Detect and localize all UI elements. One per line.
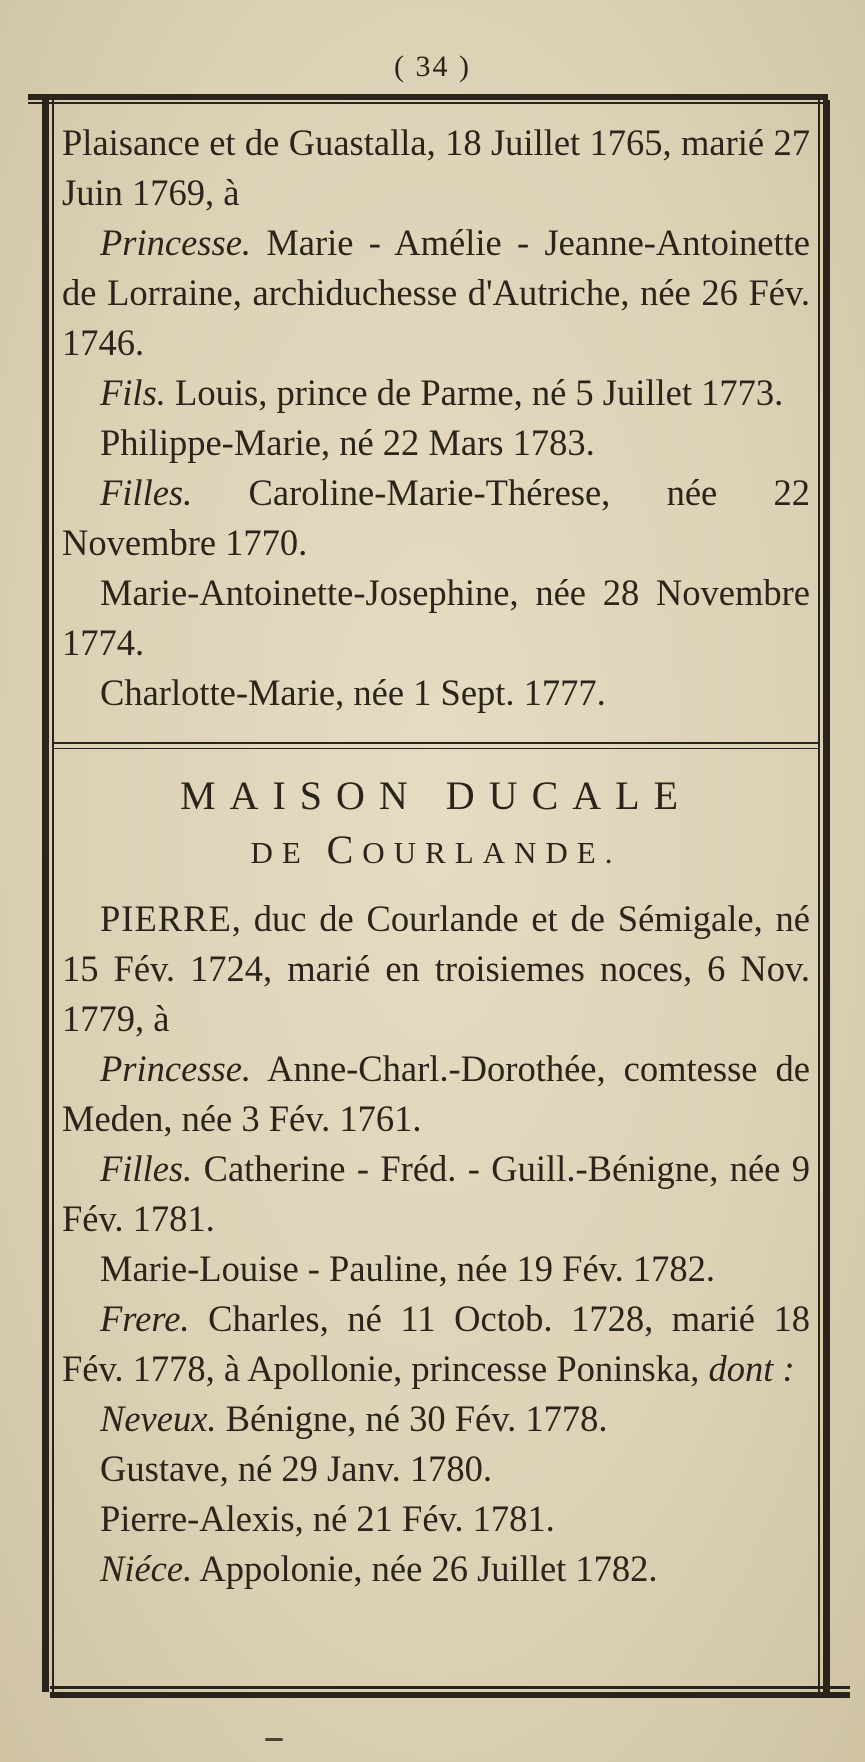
entry-princesse — [62, 218, 810, 368]
entry-pierre — [62, 894, 810, 1044]
entry-text — [62, 568, 810, 668]
entry-text-segment: Gustave, né 29 Janv. 1780. — [100, 1448, 492, 1489]
entry-text-segment: Caroline-Marie-Thérese, née 22 Novembre 1770. — [62, 472, 810, 563]
entry-niece — [62, 1544, 810, 1594]
subtitle-rest: OURLANDE. — [362, 835, 622, 870]
ink-mark — [265, 1738, 283, 1741]
entry-text-segment: Appolonie, née 26 Juillet 1782. — [192, 1548, 658, 1589]
page-number: ( 34 ) — [394, 50, 471, 83]
entry-filles — [62, 1144, 810, 1244]
entry-text — [62, 1244, 810, 1294]
right-border-rule — [818, 100, 830, 1692]
entry-label: Niéce. — [100, 1548, 193, 1589]
entry-label: Princesse. — [100, 1048, 252, 1089]
entry-label: dont : — [708, 1348, 795, 1389]
entry-text — [62, 1494, 810, 1544]
entry-text-segment: Plaisance et de Guastalla, 18 Juillet 1765, marié 27 Juin 1769, à — [62, 122, 810, 213]
entry-text-segment: Pierre-Alexis, né 21 Fév. 1781. — [100, 1498, 555, 1539]
entry-fils — [62, 368, 810, 418]
section-title: MAISON DUCALE — [180, 773, 692, 818]
entry-text-segment: Marie - Amélie - Jeanne-Antoinette de Lorraine, archiduchesse d'Autriche, née 26 Fév. 1746. — [62, 222, 810, 363]
entry-text-segment: Bénigne, né 30 Fév. 1778. — [216, 1398, 608, 1439]
entry-label: Neveux. — [100, 1398, 217, 1439]
entry-label: Filles. — [100, 1148, 193, 1189]
entry-text-segment: Marie-Antoinette-Josephine, née 28 Novembre 1774. — [62, 572, 810, 663]
entry-label: Fils. — [100, 372, 166, 413]
entry-text — [62, 1444, 810, 1494]
top-border-rule — [28, 94, 828, 104]
entry-princesse — [62, 1044, 810, 1144]
entry-filles — [62, 468, 810, 568]
entry-frere — [62, 1294, 810, 1394]
entry-text-segment: Philippe-Marie, né 22 Mars 1783. — [100, 422, 595, 463]
entry-name: PIERRE — [100, 898, 232, 939]
entry-text-segment: Anne-Charl.-Dorothée, comtesse de Meden, née 3 Fév. 1761. — [62, 1048, 810, 1139]
entry-text-segment: Charles, né 11 Octob. 1728, marié 18 Fév. 1778, à Apollonie, princesse Poninska, — [62, 1298, 810, 1389]
entry-neveux — [62, 1394, 810, 1444]
entry-label: Filles. — [100, 472, 193, 513]
bottom-border-rule — [50, 1686, 850, 1698]
section-divider — [54, 742, 818, 749]
left-border-rule — [42, 100, 54, 1692]
entry-text — [62, 418, 810, 468]
entry-text-segment: Catherine - Fréd. - Guill.-Bénigne, née 9 Fév. 1781. — [62, 1148, 810, 1239]
entry-label: Frere. — [100, 1298, 190, 1339]
entry-text-segment: , duc de Courlande et de Sémigale, né 15 Fév. 1724, marié en troisiemes noces, 6 Nov. 1779, à — [62, 898, 810, 1039]
entry-text — [62, 668, 810, 718]
section-subtitle — [62, 825, 810, 878]
entry-label: Princesse. — [100, 222, 252, 263]
entry-text-segment: Marie-Louise - Pauline, née 19 Fév. 1782. — [100, 1248, 715, 1289]
subtitle-initial: C — [326, 827, 363, 872]
entry-text-segment: Charlotte-Marie, née 1 Sept. 1777. — [100, 672, 606, 713]
entry-text — [62, 118, 810, 218]
page-content — [62, 118, 810, 1594]
subtitle-prefix: DE — [250, 835, 327, 870]
entry-text-segment: Louis, prince de Parme, né 5 Juillet 1773. — [165, 372, 784, 413]
